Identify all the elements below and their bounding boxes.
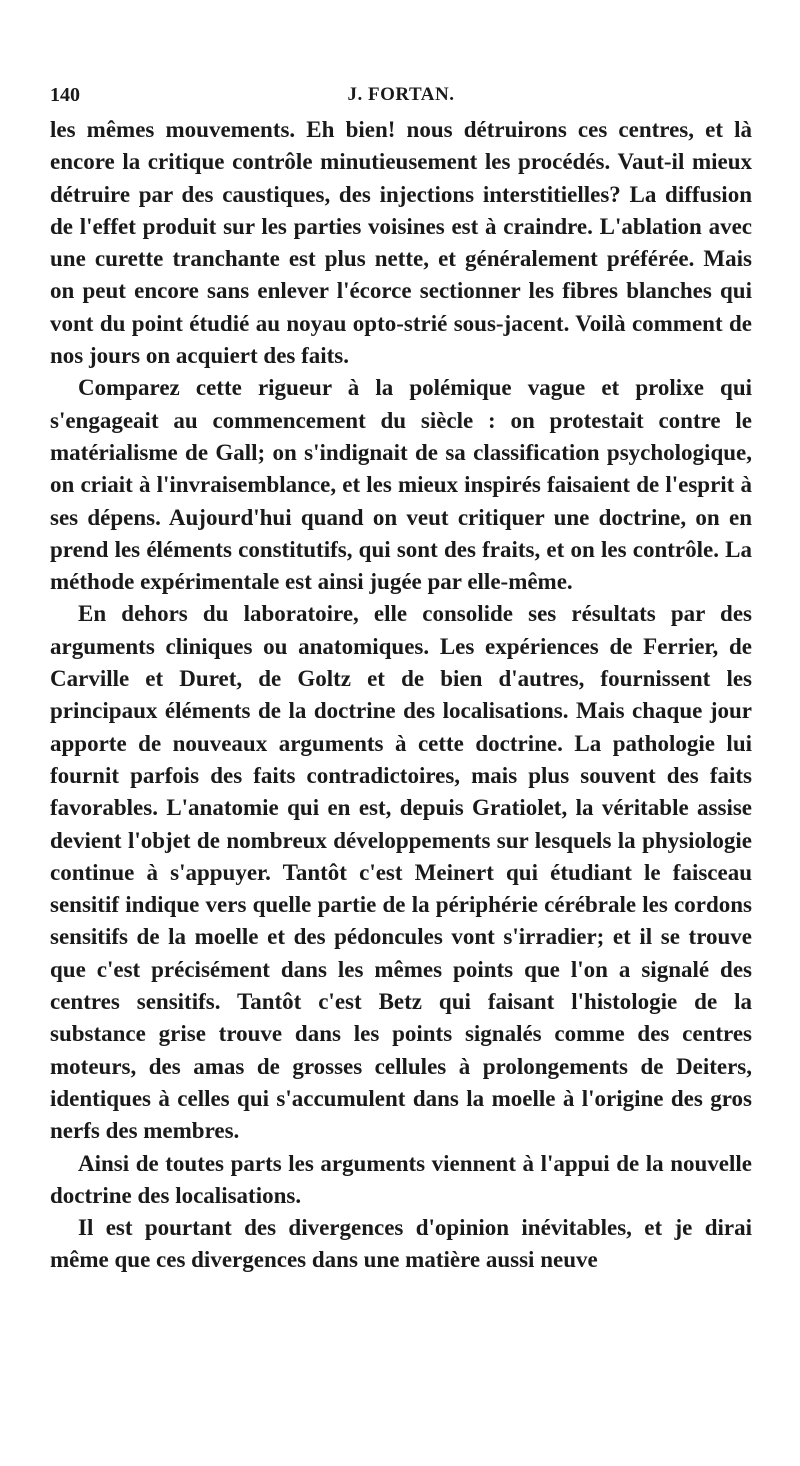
paragraph-1: les mêmes mouvements. Eh bien! nous détruirons ces centres, et là encore la critique contrôle minutieusement les procédés. Vaut-il mieux détruire par des caustiques, des injections interstitielles? La diffusion de l'effet produit sur les parties voisines est à craindre. L'ablation avec une curette tranchante est plus nette, et généralement préférée. Mais on peut encore sans enlever l'écorce sectionner les fibres blanches qui vont du point étudié au noyau opto-strié sous-jacent. Voilà comment de nos jours on acquiert des faits. [50,117,752,369]
page-header [50,84,752,112]
paragraph-5: Il est pourtant des divergences d'opinion inévitables, et je dirai même que ces divergences dans une matière aussi neuve [50,1215,752,1273]
page-number: 140 [50,84,80,106]
paragraph-2: Comparez cette rigueur à la polémique vague et prolixe qui s'engageait au commencement du siècle : on protestait contre le matérialisme de Gall; on s'indignait de sa classification psychologique, on criait à l'invraisemblance, et les mieux inspirés faisaient de l'esprit à ses dépens. Aujourd'hui quand on veut critiquer une doctrine, on en prend les éléments constitutifs, qui sont des fraits, et on les contrôle. La méthode expérimentale est ainsi jugée par elle-même. [50,375,752,595]
body-text [50,114,752,1277]
running-title: J. FORTAN. [347,84,455,105]
paragraph-4: Ainsi de toutes parts les arguments viennent à l'appui de la nouvelle doctrine des localisations. [50,1150,752,1208]
paragraph-3: En dehors du laboratoire, elle consolide ses résultats par des arguments cliniques ou anatomiques. Les expériences de Ferrier, de Carville et Duret, de Goltz et de bien d'autres, fournissent les principaux éléments de la doctrine des localisations. Mais chaque jour apporte de nouveaux arguments à cette doctrine. La pathologie lui fournit parfois des faits contradictoires, mais plus souvent des faits favorables. L'anatomie qui en est, depuis Gratiolet, la véritable assise devient l'objet de nombreux développements sur lesquels la physiologie continue à s'appuyer. Tantôt c'est Meinert qui étudiant le faisceau sensitif indique vers quelle partie de la périphérie cérébrale les cordons sensitifs de la moelle et des pédoncules vont s'irradier; et il se trouve que c'est précisément dans les mêmes points que l'on a signalé des centres sensitifs. Tantôt c'est Betz qui faisant l'histologie de la substance grise trouve dans les points signalés comme des centres moteurs, des amas de grosses cellules à prolongements de Deiters, identiques à celles qui s'accumulent dans la moelle à l'origine des gros nerfs des membres. [50,601,752,1144]
